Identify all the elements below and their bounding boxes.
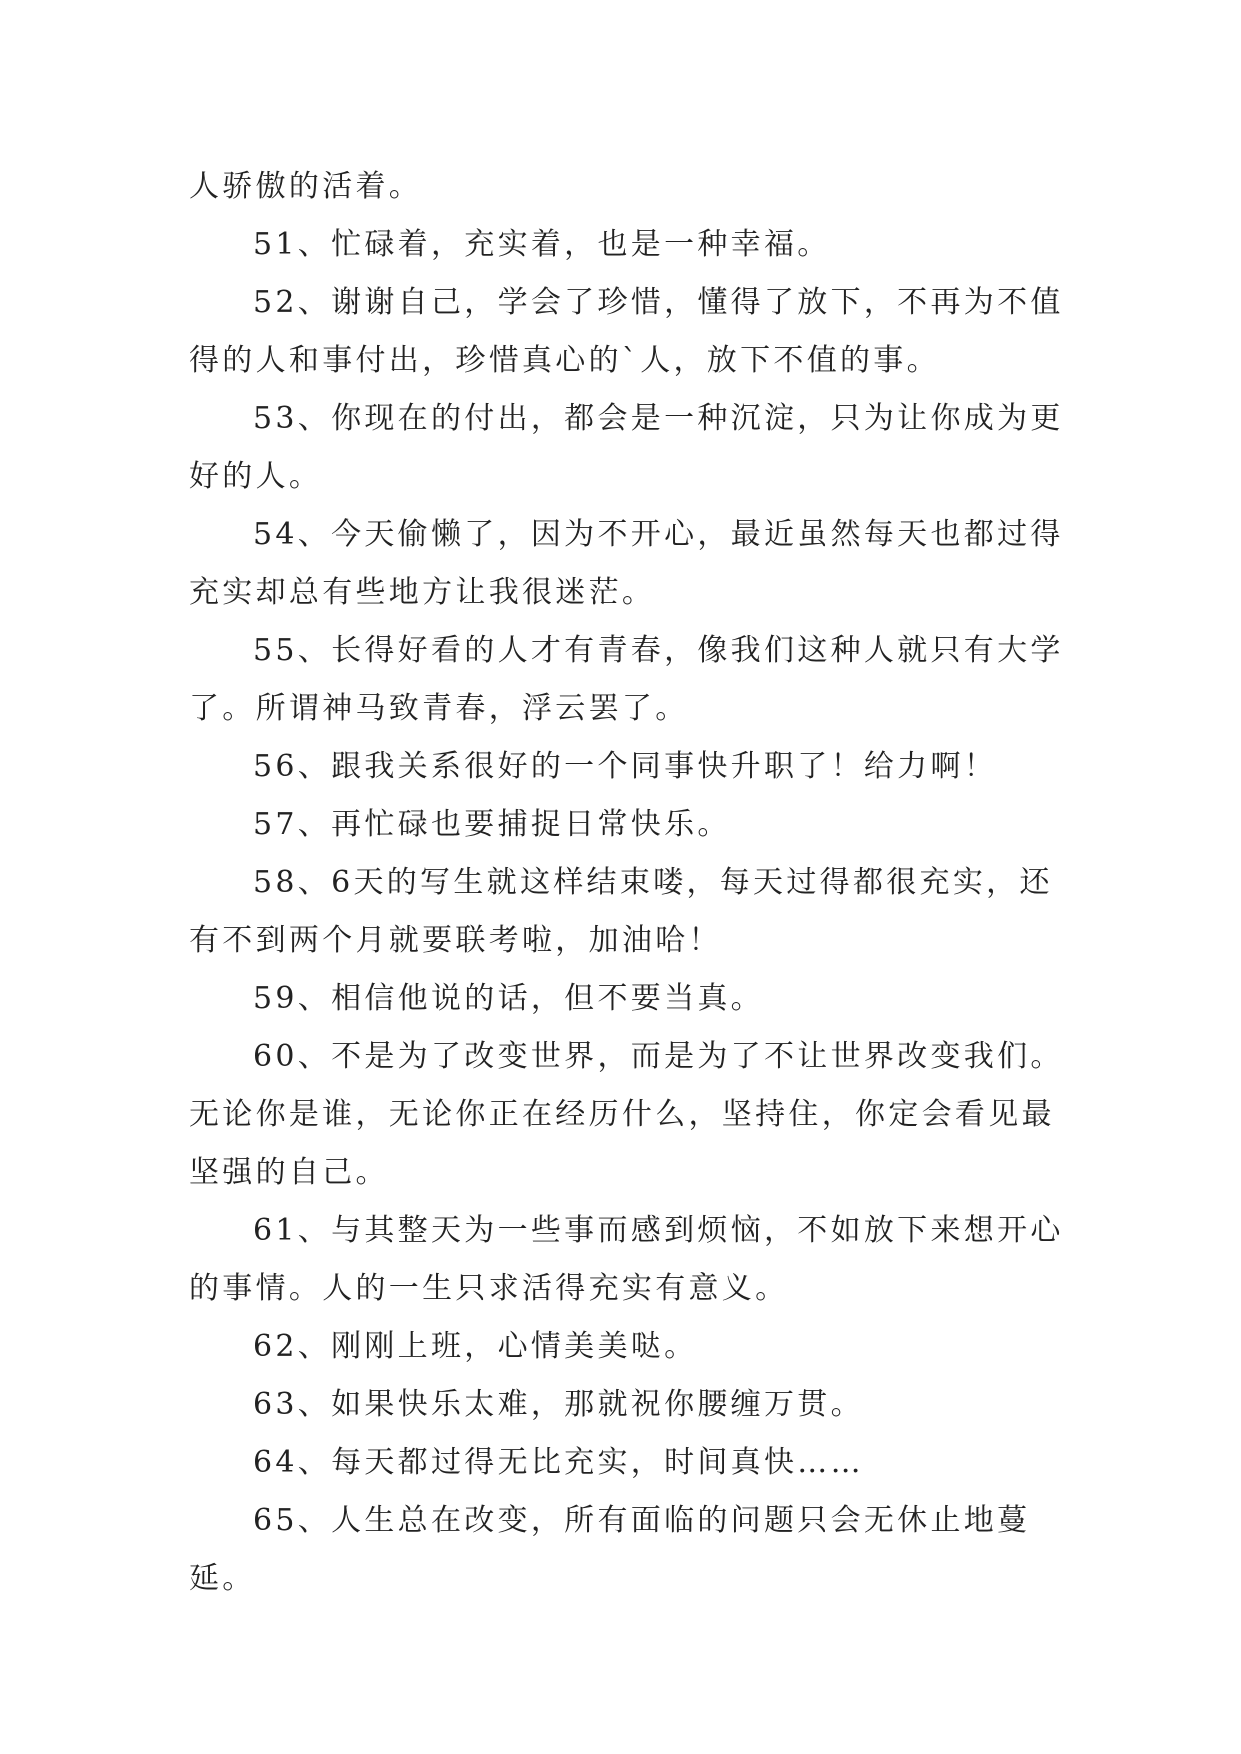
paragraph-continuation: 人骄傲的活着。	[189, 169, 423, 204]
paragraph-56: 56、跟我关系很好的一个同事快升职了！给力啊！	[253, 749, 998, 784]
paragraph-65: 65、人生总在改变，所有面临的问题只会无休止地蔓延。	[189, 1503, 1031, 1596]
paragraph-63: 63、如果快乐太难，那就祝你腰缠万贯。	[253, 1387, 864, 1422]
paragraph-54: 54、今天偷懒了，因为不开心，最近虽然每天也都过得充实却总有些地方让我很迷茫。	[189, 517, 1064, 610]
paragraph-58: 58、6天的写生就这样结束喽，每天过得都很充实，还有不到两个月就要联考啦，加油哈！	[189, 865, 1053, 958]
paragraph-59: 59、相信他说的话，但不要当真。	[253, 981, 764, 1016]
paragraph-60: 60、不是为了改变世界，而是为了不让世界改变我们。无论你是谁，无论你正在经历什么，坚持住，你定会看见最坚强的自己。	[189, 1039, 1064, 1190]
paragraph-55: 55、长得好看的人才有青春，像我们这种人就只有大学了。所谓神马致青春，浮云罢了。	[189, 633, 1064, 726]
paragraph-62: 62、刚刚上班，心情美美哒。	[253, 1329, 698, 1364]
document-body	[189, 158, 1069, 1608]
paragraph-57: 57、再忙碌也要捕捉日常快乐。	[253, 807, 731, 842]
paragraph-53: 53、你现在的付出，都会是一种沉淀，只为让你成为更好的人。	[189, 401, 1064, 494]
paragraph-51: 51、忙碌着，充实着，也是一种幸福。	[253, 227, 831, 262]
paragraph-64: 64、每天都过得无比充实，时间真快……	[253, 1445, 864, 1480]
paragraph-61: 61、与其整天为一些事而感到烦恼，不如放下来想开心的事情。人的一生只求活得充实有意义。	[189, 1213, 1064, 1306]
paragraph-52: 52、谢谢自己，学会了珍惜，懂得了放下，不再为不值得的人和事付出，珍惜真心的`人，放下不值的事。	[189, 285, 1064, 378]
